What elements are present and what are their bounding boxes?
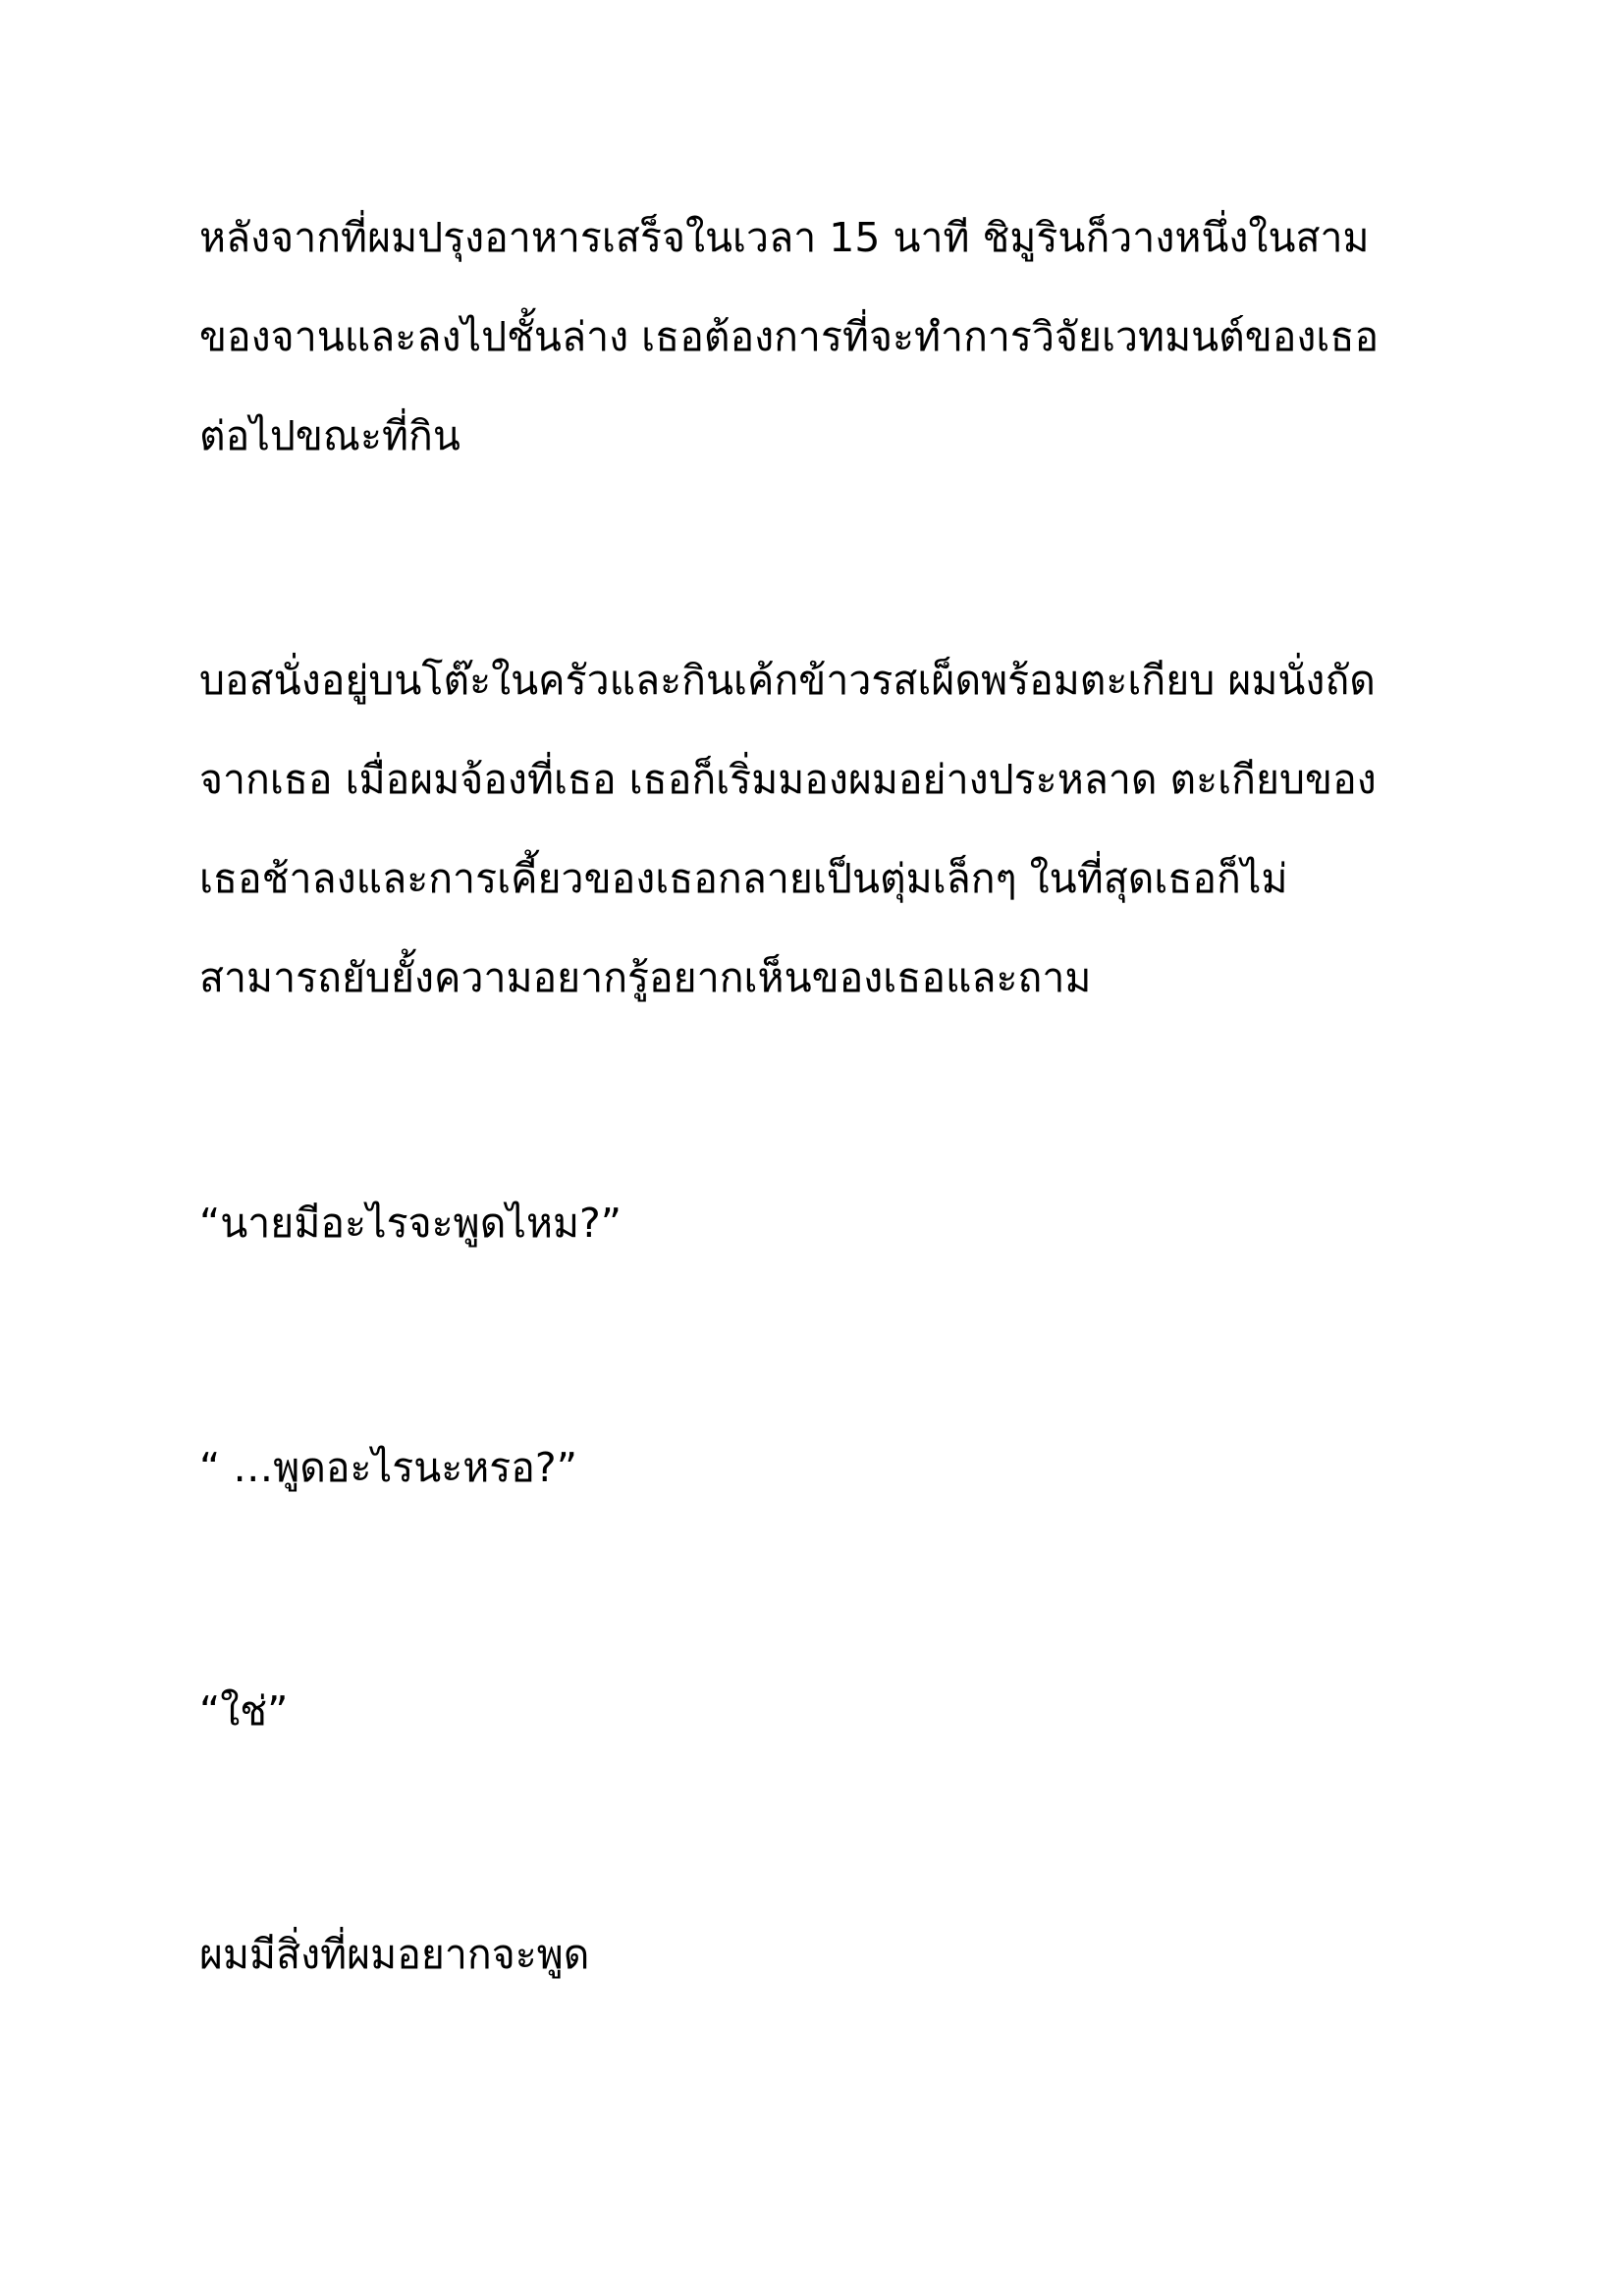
dialogue-line: “นายมีอะไรจะพูดไหม?” — [199, 1200, 622, 1247]
dialogue-1 — [199, 1174, 1476, 1273]
dialogue-line: “ใช่” — [199, 1687, 289, 1735]
paragraph-line: ต่อไปขณะที่กิน — [199, 412, 460, 459]
paragraph-line: ผมมีสิ่งที่ผมอยากจะพูด — [199, 1931, 590, 1978]
paragraph-final — [199, 1905, 1476, 2004]
paragraph-line: จากเธอ เมื่อผมจ้องที่เธอ เธอก็เริ่มมองผมอย่างประหลาด ตะเกียบของ — [199, 756, 1377, 803]
paragraph-line: สามารถยับยั้งความอยากรู้อยากเห็นของเธอและถาม — [199, 954, 1092, 1001]
paragraph-line: ของจานและลงไปชั้นล่าง เธอต้องการที่จะทำการวิจัยเวทมนต์ของเธอ — [199, 313, 1380, 360]
paragraph-1 — [199, 188, 1476, 486]
paragraph-2 — [199, 631, 1476, 1028]
paragraph-line: หลังจากที่ผมปรุงอาหารเสร็จในเวลา 15 นาที ชิมูรินก็วางหนึ่งในสาม — [199, 214, 1370, 261]
dialogue-2 — [199, 1418, 1476, 1518]
dialogue-3 — [199, 1662, 1476, 1761]
paragraph-line: เธอช้าลงและการเคี้ยวของเธอกลายเป็นตุ่มเล็กๆ ในที่สุดเธอก็ไม่ — [199, 855, 1288, 902]
paragraph-line: บอสนั่งอยู่บนโต๊ะในครัวและกินเค้กข้าวรสเผ็ดพร้อมตะเกียบ ผมนั่งถัด — [199, 657, 1376, 704]
dialogue-line: “ …พูดอะไรนะหรอ?” — [199, 1444, 577, 1491]
